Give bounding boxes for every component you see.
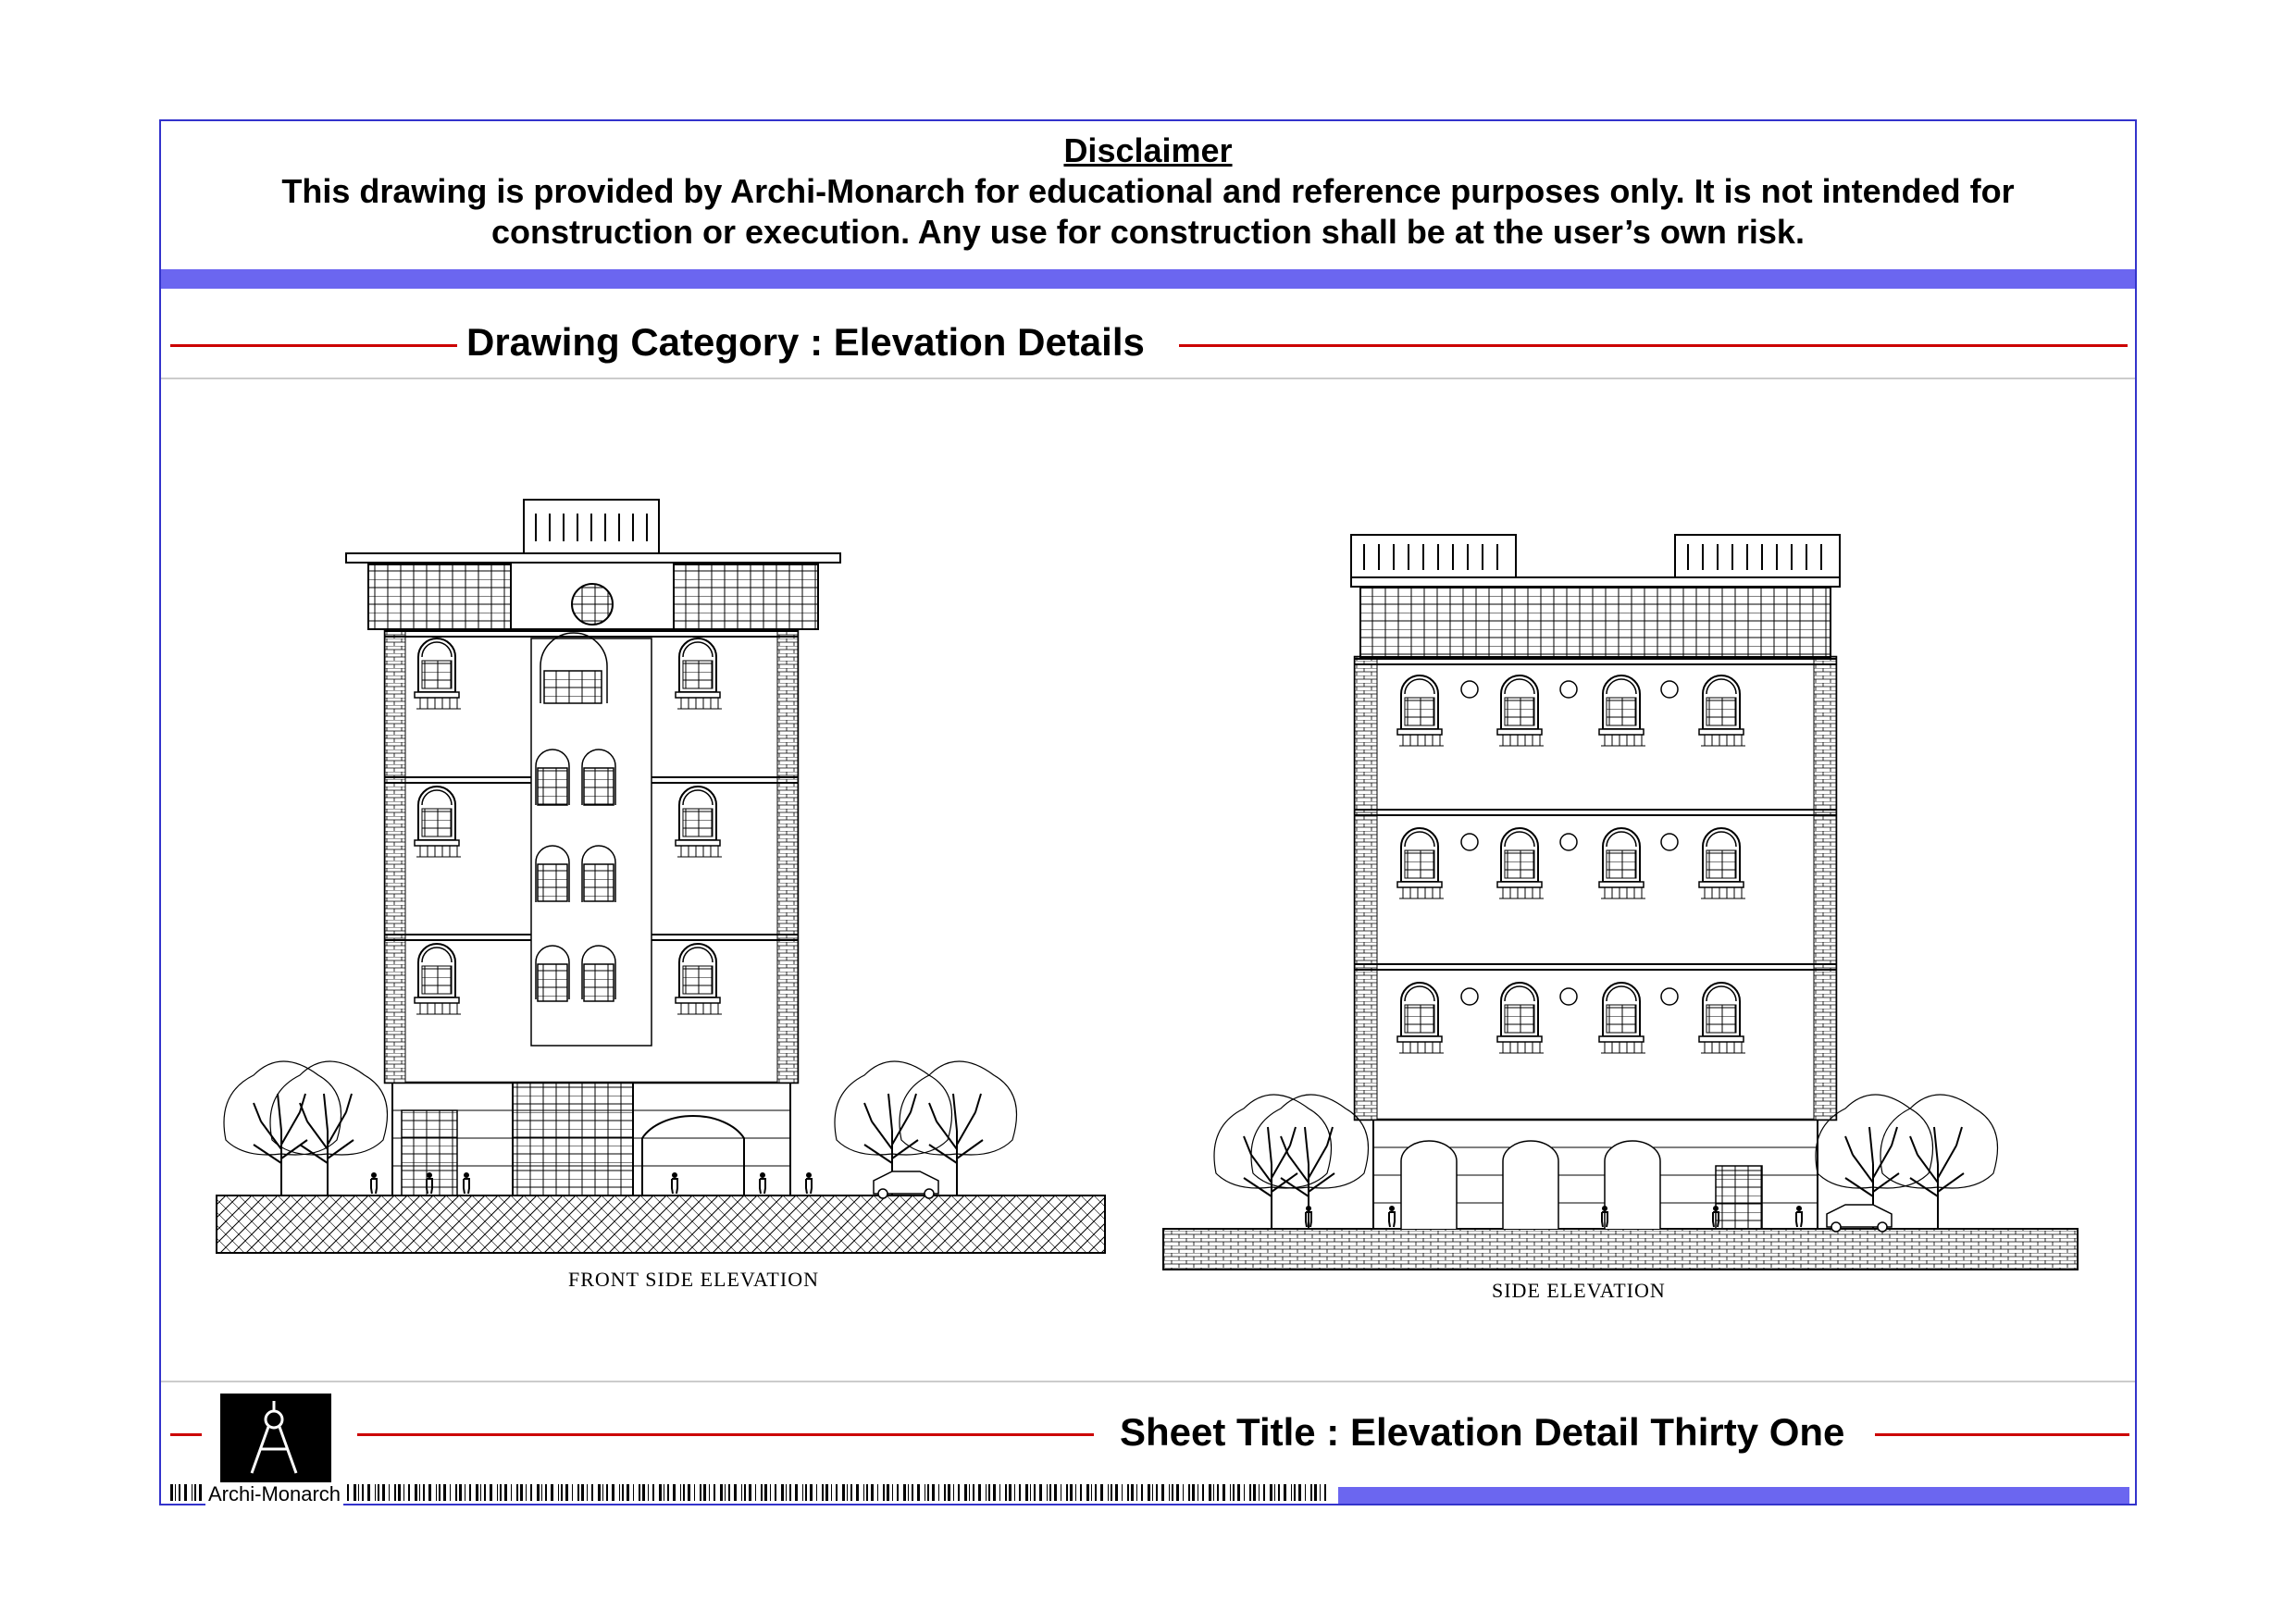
red-rule-footer-left [170, 1433, 202, 1436]
disclaimer-line-1: This drawing is provided by Archi-Monarch for educational and reference purposes only. It is not intended for [281, 172, 2015, 210]
disclaimer-line-2: construction or execution. Any use for construction shall be at the user’s own risk. [491, 213, 1805, 251]
disclaimer-title: Disclaimer [1063, 131, 1233, 169]
red-rule-right [1179, 344, 2128, 347]
brand-name: Archi-Monarch [205, 1482, 343, 1506]
accent-band [161, 269, 2135, 289]
front-elevation-caption: FRONT SIDE ELEVATION [568, 1268, 819, 1291]
drawing-category-title: Drawing Category : Elevation Details [466, 320, 1145, 364]
drawing-area [161, 379, 2135, 1379]
front-elevation [217, 500, 1105, 1253]
sheet-title: Sheet Title : Elevation Detail Thirty One [1120, 1410, 1845, 1454]
footer-accent-band [1338, 1487, 2129, 1504]
elevation-drawings [161, 379, 2135, 1379]
red-rule-footer-mid [357, 1433, 1094, 1436]
archi-monarch-logo [220, 1394, 331, 1486]
title-block [161, 1381, 2135, 1505]
disclaimer-text [272, 171, 2024, 253]
barcode-strip [170, 1484, 1327, 1501]
side-elevation-caption: SIDE ELEVATION [1492, 1279, 1666, 1302]
side-elevation [1163, 535, 2078, 1270]
red-rule-footer-right [1875, 1433, 2129, 1436]
compass-icon [220, 1394, 331, 1486]
drawing-category-row [161, 289, 2135, 379]
red-rule-left [170, 344, 457, 347]
disclaimer-block [161, 121, 2135, 269]
